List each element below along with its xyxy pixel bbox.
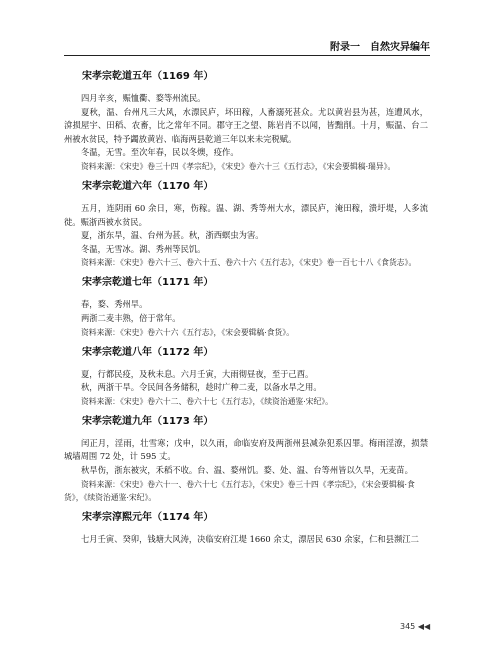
paragraph: 七月壬寅、癸卯，钱塘大风涛，决临安府江堤 1660 余丈，漂居民 630 余家，仁和县濒江二 (81, 533, 419, 544)
section-1173 (64, 415, 428, 504)
paragraph: 四月辛亥，赈恤衢、婺等州流民。 (81, 93, 206, 103)
source-note: 资料来源：《宋史》卷六十六《五行志》，《宋会要辑稿·食货》。 (81, 327, 294, 337)
page-number: 345 ◀◀ (400, 622, 431, 631)
paragraph: 春，婺、秀州旱。 (81, 299, 148, 310)
section-heading: 宋孝宗乾道九年（1173 年） (82, 415, 214, 427)
source-note: 资料来源：《宋史》卷六十二、卷六十七《五行志》，《续资治通鉴·宋纪》。 (81, 396, 333, 406)
section-heading: 宋孝宗淳熙元年（1174 年） (82, 511, 214, 523)
paragraph: 夏，行都民疫，及秋未息。六月壬寅，大雨彻昼夜，至于己酉。 (81, 368, 314, 379)
section-1172 (64, 346, 428, 408)
section-heading: 宋孝宗乾道五年（1169 年） (82, 71, 214, 82)
paragraph: 秋，两浙干旱。令民间各务储积，趁时广种二麦，以备水旱之用。 (81, 382, 322, 393)
header-rule (64, 55, 430, 56)
paragraph: 五月，连阴雨 60 余日，寒，伤稼。温、湖、秀等州大水，漂民庐，淹田稼，溃圩堤，人多流徙。赈浙西被水贫民。 (64, 202, 428, 227)
paragraph: 冬温，无雪。至次年春，民以冬燠，疫作。 (81, 147, 239, 158)
section-heading: 宋孝宗乾道七年（1171 年） (82, 277, 214, 289)
paragraph: 秋旱伤，浙东被灾，禾稻不收。台、温、婺州饥。婺、处、温、台等州皆以久旱，无麦苗。 (81, 464, 413, 475)
paragraph: 夏，浙东旱，温、台州为甚。秋，浙西螟虫为害。 (81, 230, 264, 241)
section-1170 (64, 180, 428, 269)
section-heading: 宋孝宗乾道六年（1170 年） (82, 180, 214, 192)
paragraph: 冬温，无雪冰。湖、秀州等民饥。 (81, 243, 206, 254)
running-header: 附录一 自然灾异编年 (330, 42, 430, 53)
section-1174 (64, 511, 428, 547)
source-note: 资料来源：《宋史》卷六十三、卷六十五、卷六十六《五行志》，《宋史》卷一百七十八《食货志》。 (81, 258, 417, 268)
document-body (64, 70, 428, 553)
section-heading: 宋孝宗乾道八年（1172 年） (82, 346, 214, 358)
section-1171 (64, 276, 428, 338)
paragraph: 两浙二麦丰熟，倍于常年。 (81, 312, 181, 323)
source-note: 资料来源：《宋史》卷六十一、卷六十七《五行志》，《宋史》卷三十四《孝宗纪》，《宋会要辑稿·食货》，《续资治通鉴·宋纪》。 (64, 479, 415, 502)
paragraph: 夏秋，温、台州凡三大风，水漂民庐，坏田稼，人畜溺死甚众。尤以黄岩县为甚，连遭风水，渰损屋宇、田稻、农畜，比之常年不同。郡守王之望、陈岩肖不以闻，皆黜削。十月，赈温、台二州被水贫民，特予蠲放黄岩、临海两县乾道三年以来未完税赋。 (64, 106, 428, 144)
source-note: 资料来源：《宋史》卷三十四《孝宗纪》，《宋史》卷六十三《五行志》，《宋会要辑稿·瑞异》。 (81, 161, 396, 171)
paragraph: 闰正月，淫雨，壮雪寒；戊申，以久雨，命临安府及两浙州县减杂犯系囚罪。梅雨淫潦，损禁城墙周围 72 处，计 595 丈。 (64, 437, 428, 462)
section-1169 (64, 70, 428, 173)
